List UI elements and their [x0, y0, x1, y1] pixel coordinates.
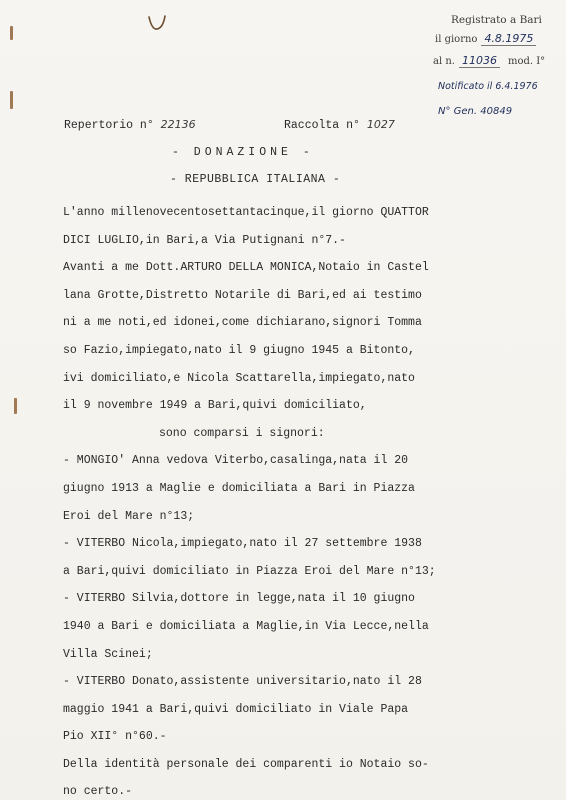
pen-mark-icon [146, 14, 168, 34]
repertorio-label: Repertorio n° [64, 119, 154, 132]
margin-mark [14, 398, 17, 414]
text-line: giugno 1913 a Maglie e domiciliata a Bari in Piazza [63, 481, 415, 495]
repertorio [64, 118, 196, 132]
text-line: maggio 1941 a Bari,quivi domiciliato in Viale Papa [63, 702, 409, 716]
stamp-title: Registrato a Bari [451, 14, 542, 26]
text-line: - VITERBO Donato,assistente universitario,nato il 28 [63, 675, 422, 689]
document-subtitle: - REPUBBLICA ITALIANA - [170, 173, 341, 186]
stamp-number-label: al n. [433, 56, 455, 67]
text-line: Villa Scinei; [63, 647, 153, 661]
text-line: - VITERBO Silvia,dottore in legge,nata il 10 giugno [63, 592, 415, 606]
text-line: - MONGIO' Anna vedova Viterbo,casalinga,nata il 20 [63, 454, 409, 468]
text-line: no certo.- [63, 785, 133, 799]
registration-stamp [425, 14, 565, 74]
text-line: sono comparsi i signori: [159, 426, 325, 440]
margin-mark [10, 91, 13, 109]
text-line: Avanti a me Dott.ARTURO DELLA MONICA,Notaio in Castel [63, 261, 429, 275]
stamp-date-row [435, 32, 536, 45]
text-line: a Bari,quivi domiciliato in Piazza Eroi del Mare n°13; [63, 564, 436, 578]
text-line: so Fazio,impiegato,nato il 9 giugno 1945 a Bitonto, [63, 343, 415, 357]
text-line: - VITERBO Nicola,impiegato,nato il 27 settembre 1938 [63, 537, 422, 551]
text-line: Pio XII° n°60.- [63, 730, 167, 744]
stamp-date-label: il giorno [435, 34, 478, 45]
notified-annotation: Notificato il 6.4.1976 [438, 81, 538, 92]
text-line: il 9 novembre 1949 a Bari,quivi domiciliato, [63, 399, 367, 413]
text-line: lana Grotte,Distretto Notarile di Bari,ed ai testimo [63, 288, 422, 302]
text-line: Eroi del Mare n°13; [63, 509, 195, 523]
text-line: 1940 a Bari e domiciliata a Maglie,in Via Lecce,nella [63, 619, 429, 633]
raccolta-number: 1027 [366, 118, 395, 131]
stamp-date-value: 4.8.1975 [481, 32, 536, 46]
document-title: - DONAZIONE - [172, 146, 314, 159]
text-line: L'anno millenovecentosettantacinque,il giorno QUATTOR [63, 206, 429, 219]
document-body [63, 199, 533, 800]
margin-mark [10, 26, 13, 40]
raccolta [284, 118, 395, 132]
repertorio-number: 22136 [160, 118, 196, 131]
stamp-number-row [433, 54, 545, 67]
text-line: DICI LUGLIO,in Bari,a Via Putignani n°7.- [63, 233, 346, 247]
text-line: ivi domiciliato,e Nicola Scattarella,impiegato,nato [63, 371, 415, 385]
stamp-number-value: 11036 [459, 54, 500, 68]
text-line: Della identità personale dei comparenti io Notaio so- [63, 757, 429, 771]
raccolta-label: Raccolta n° [284, 119, 360, 132]
text-line: ni a me noti,ed idonei,come dichiarano,signori Tomma [63, 316, 422, 330]
stamp-mod-label: mod. I° [507, 56, 546, 67]
gen-number-annotation: N° Gen. 40849 [438, 106, 513, 117]
